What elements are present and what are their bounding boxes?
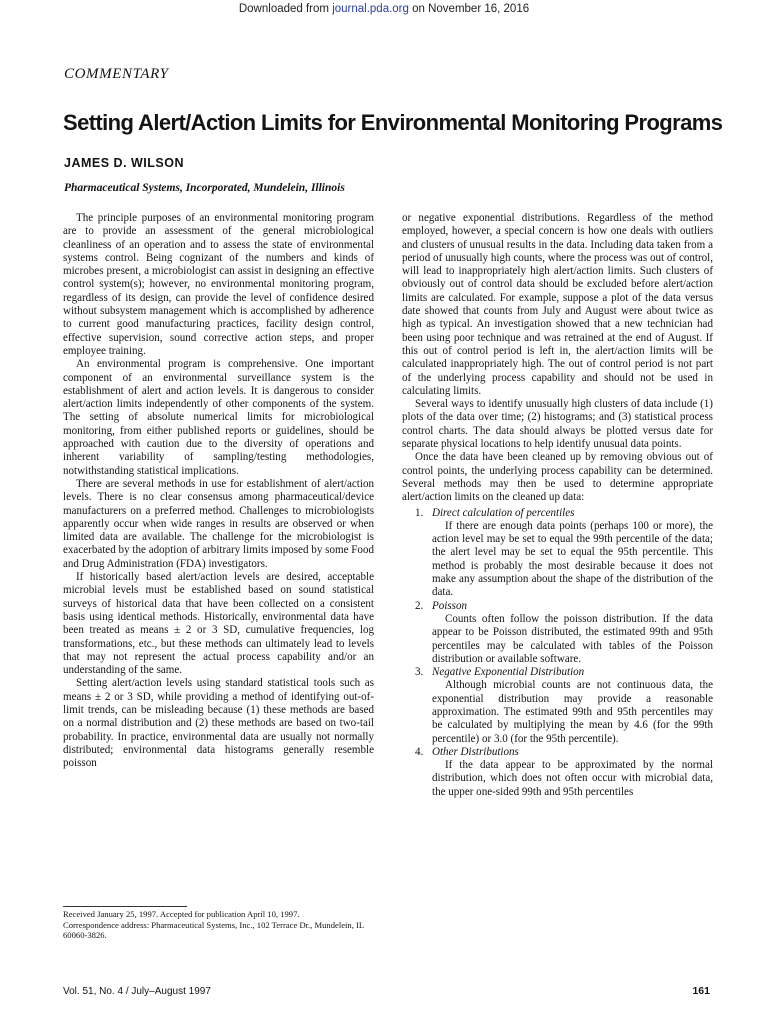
article-title: Setting Alert/Action Limits for Environmental Monitoring Programs: [63, 110, 723, 135]
method-body: If the data appear to be approximated by the normal distribution, which does not often occur with microbial data, the upper one-sided 99th and 95th percentiles: [432, 759, 713, 798]
journal-citation: Vol. 51, No. 4 / July–August 1997: [63, 986, 211, 997]
list-item: [402, 746, 713, 799]
right-column: [402, 212, 713, 799]
footnotes: [63, 909, 374, 941]
paragraph: If historically based alert/action levels are desired, acceptable microbial levels must be established based on sound statistical surveys of historical data that have been collected on a consistent basis using identical methods. Historically, environmental data have been treated as means ± 2 or 3 SD, cumulative frequencies, log transformations, etc., but these methods can ultimately lead to levels that may not represent the actual process capability and/or an understanding of the same.: [63, 571, 374, 677]
list-number: 2.: [415, 599, 424, 612]
list-number: 4.: [415, 745, 424, 758]
paragraph: An environmental program is comprehensive. One important component of an environmental surveillance system is the establishment of alert and action levels. It is dangerous to consider alert/action limits independently of other components of the system. The setting of absolute numerical limits for microbiological monitoring, from either published reports or guidelines, should be approached with caution due to the diversity of operations and inherent variability of sampling/testing methodologies, notwithstanding statistical implications.: [63, 358, 374, 477]
banner-prefix: Downloaded from: [238, 3, 333, 15]
list-item: [402, 666, 713, 746]
paragraph: There are several methods in use for establishment of alert/action levels. There is no clear consensus among pharmaceutical/device manufacturers on a preferred method. Challenges to microbiologists apparently occur when wide ranges in results are observed or when limited data are available. The challenge for the microbiologist is exacerbated by the adoption of arbitrary limits imposed by some Food and Drug Administration (FDA) investigators.: [63, 477, 374, 570]
paragraph: Several ways to identify unusually high clusters of data include (1) plots of the data over time; (2) histograms; and (3) statistical process control charts. The data should always be plotted versus date for separate physical locations to help identify unusual data points.: [402, 398, 713, 451]
received-note: Received January 25, 1997. Accepted for publication April 10, 1997.: [63, 909, 300, 919]
list-item: [402, 600, 713, 666]
method-title: Direct calculation of percentiles: [432, 506, 575, 519]
footnote-divider: [63, 906, 187, 907]
banner-suffix: on November 16, 2016: [408, 3, 530, 15]
list-number: 3.: [415, 666, 424, 679]
paragraph: or negative exponential distributions. Regardless of the method employed, however, a special concern is how one deals with outliers and clusters of unusual results in the data. Including data taken from a period of unusually high counts, where the process was out of control, will lead to inappropriately high alert/action limits. Such clusters of obviously out of control data should be excluded before alert/action limits are calculated. For example, suppose a plot of the data versus date showed that counts from July and August were about twice as high as typical. An investigation showed that a new technician had been using poor technique and was retrained at the end of August. If this out of control period is left in, the alert/action limits will be calculated inappropriately high. The out of control period is not part of the underlying process capability and should not be used in calculating limits.: [402, 212, 713, 397]
section-label: COMMENTARY: [64, 66, 169, 82]
method-title: Negative Exponential Distribution: [432, 666, 585, 679]
page-number: 161: [692, 985, 710, 997]
download-banner: [0, 3, 768, 15]
list-number: 1.: [415, 506, 424, 519]
paragraph: Setting alert/action levels using standard statistical tools such as means ± 2 or 3 SD, while providing a method of identifying out-of-limit trends, can be misleading because (1) these methods are based on a normal distribution and (2) these methods are based on two-tail probability. In practice, environmental data are usually not normally distributed; environmental data histograms generally resemble poisson: [63, 677, 374, 770]
method-title: Other Distributions: [432, 745, 519, 758]
method-body: Although microbial counts are not continuous data, the exponential distribution may provide a reasonable approximation. The estimated 99th and 95th percentiles may be calculated by multiplying the mean by 4.6 (for the 99th percentile) or 3.0 (for the 95th percentile).: [432, 679, 713, 745]
method-body: If there are enough data points (perhaps 100 or more), the action level may be set to equal the 99th percentile of the data; the alert level may be set to equal the 95th percentile. This method is probably the most desirable because it does not make any assumption about the shape of the distribution of the data.: [432, 519, 713, 599]
method-title: Poisson: [432, 599, 467, 612]
left-column: [63, 212, 374, 770]
author-name: JAMES D. WILSON: [64, 156, 185, 170]
methods-list: [402, 507, 713, 800]
journal-link[interactable]: journal.pda.org: [332, 3, 409, 15]
list-item: [402, 507, 713, 600]
correspondence-note: Correspondence address: Pharmaceutical Systems, Inc., 102 Terrace Dr., Mundelein, IL 60060-3826.: [63, 919, 364, 940]
paragraph: Once the data have been cleaned up by removing obvious out of control points, the underlying process capability can be determined. Several methods may then be used to determine appropriate alert/action limits on the cleaned up data:: [402, 451, 713, 504]
author-affiliation: Pharmaceutical Systems, Incorporated, Mundelein, Illinois: [64, 182, 345, 194]
method-body: Counts often follow the poisson distribution. If the data appear to be Poisson distributed, the estimated 99th and 95th percentiles may be calculated with tables of the Poisson distribution or available software.: [432, 612, 713, 665]
paragraph: The principle purposes of an environmental monitoring program are to provide an assessment of the general microbiological cleanliness of an operation and to assess the state of environmental systems control. Being cognizant of the numbers and kinds of microbes present, a microbiologist can assist in designing an effective control system(s); however, no environmental monitoring program, regardless of its design, can provide the level of confidence desired without subsystem management which is accomplished by adherence to current good manufacturing practices, facility design control, effective supervision, sound corrective action steps, and proper employee training.: [63, 212, 374, 357]
